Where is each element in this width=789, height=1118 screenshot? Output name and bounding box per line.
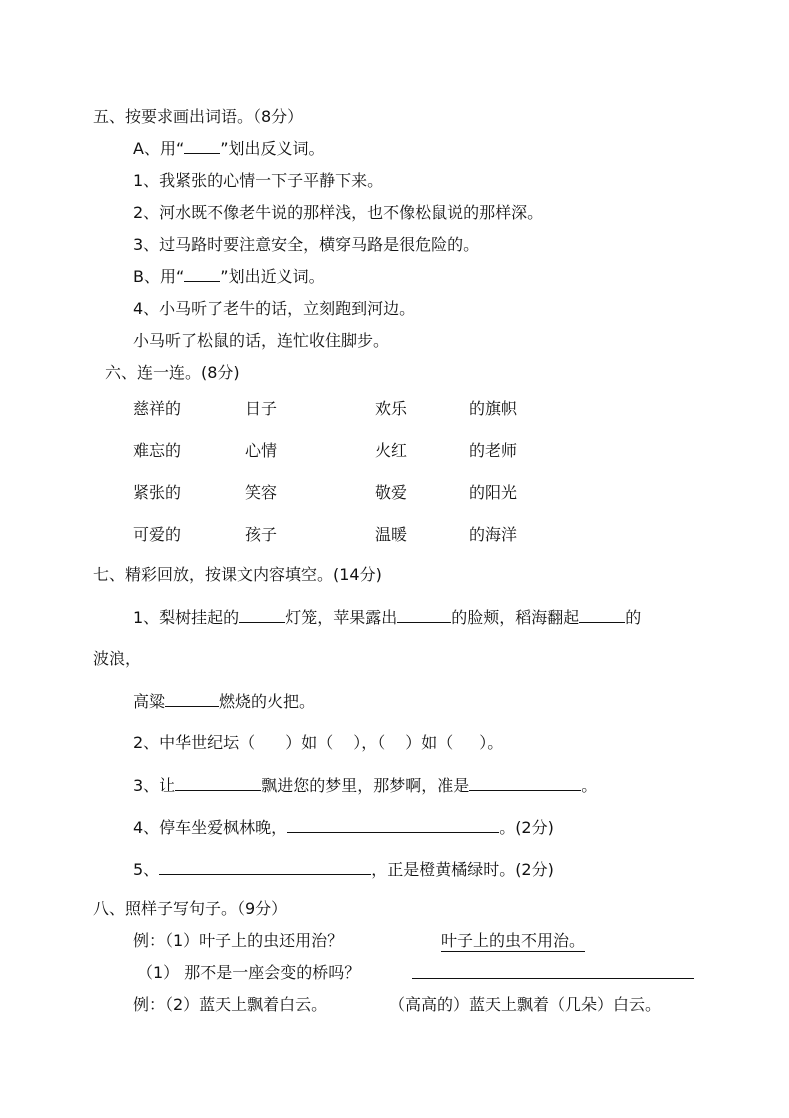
example-1: 例：（1）叶子上的虫还用治？ bbox=[133, 931, 344, 950]
q3-text-c: 。 bbox=[581, 776, 598, 795]
match-cell: 难忘的 bbox=[133, 441, 182, 460]
q2-text-e: ）。 bbox=[479, 733, 504, 752]
q2-text-d: ）如（ bbox=[405, 733, 454, 752]
instruction-a-suffix: ”划出反义词。 bbox=[220, 139, 325, 158]
match-cell: 心情 bbox=[245, 441, 278, 460]
q1-blank-4[interactable] bbox=[165, 690, 219, 707]
section-8-title: 八、照样子写句子。（9分） bbox=[93, 899, 288, 918]
match-cell: 火红 bbox=[375, 441, 408, 460]
q4-blank[interactable] bbox=[287, 816, 499, 833]
q3-text-b: 飘进您的梦里，那梦啊，准是 bbox=[261, 776, 470, 795]
rewrite-answer-blank-1[interactable] bbox=[412, 962, 694, 985]
match-cell: 的海洋 bbox=[469, 525, 518, 544]
section-5-title: 五、按要求画出词语。（8分） bbox=[93, 107, 304, 126]
example-2-answer: （高高的）蓝天上飘着（几朵）白云。 bbox=[389, 995, 662, 1014]
example-1-answer-text: 叶子上的虫不用治。 bbox=[441, 931, 586, 950]
section-5-instruction-b bbox=[133, 266, 325, 288]
instruction-b-suffix: ”划出近义词。 bbox=[220, 267, 325, 286]
instruction-b-prefix: B、用“ bbox=[133, 267, 185, 286]
match-cell: 敬爱 bbox=[375, 483, 408, 502]
q1-blank-1[interactable] bbox=[239, 606, 285, 623]
q4-text-b: 。(2分) bbox=[499, 818, 554, 837]
answer-line[interactable] bbox=[412, 962, 694, 979]
rewrite-question-1: （1） 那不是一座会变的桥吗？ bbox=[137, 963, 361, 982]
example-2: 例：（2）蓝天上飘着白云。 bbox=[133, 995, 328, 1014]
fill-question-4 bbox=[133, 816, 554, 839]
q4-text-a: 4、停车坐爱枫林晚， bbox=[133, 818, 288, 837]
q5-text-a: 5、 bbox=[133, 860, 160, 879]
section-5-sentence-4: 4、小马听了老牛的话，立刻跑到河边。 bbox=[133, 299, 416, 318]
fill-question-2 bbox=[133, 732, 503, 754]
q1-text-b: 灯笼，苹果露出 bbox=[285, 608, 398, 627]
q1-blank-3[interactable] bbox=[579, 606, 625, 623]
match-cell: 笑容 bbox=[245, 483, 278, 502]
q5-blank[interactable] bbox=[159, 858, 371, 875]
section-6-title: 六、连一连。(8分) bbox=[105, 363, 240, 382]
section-5-instruction-a bbox=[133, 138, 325, 160]
section-5-sentence-2: 2、河水既不像老牛说的那样浅，也不像松鼠说的那样深。 bbox=[133, 203, 544, 222]
section-5-sentence-1: 1、我紧张的心情一下子平静下来。 bbox=[133, 171, 384, 190]
fill-question-5 bbox=[133, 858, 554, 881]
q1-text-g: 燃烧的火把。 bbox=[219, 692, 316, 711]
synonym-underline-sample bbox=[184, 267, 220, 282]
instruction-a-prefix: A、用“ bbox=[133, 139, 185, 158]
q2-text-b: ）如（ bbox=[285, 733, 334, 752]
match-cell: 日子 bbox=[245, 399, 278, 418]
fill-question-1-cont: 波浪， bbox=[93, 649, 142, 668]
match-cell: 的旗帜 bbox=[469, 399, 518, 418]
q1-text-a: 1、梨树挂起的 bbox=[133, 608, 240, 627]
match-cell: 慈祥的 bbox=[133, 399, 182, 418]
q3-blank-2[interactable] bbox=[469, 774, 581, 791]
match-cell: 可爱的 bbox=[133, 525, 182, 544]
section-7-title: 七、精彩回放，按课文内容填空。(14分) bbox=[93, 565, 382, 584]
q1-blank-2[interactable] bbox=[397, 606, 451, 623]
q3-blank-1[interactable] bbox=[175, 774, 261, 791]
q3-text-a: 3、让 bbox=[133, 776, 176, 795]
section-5-sentence-5: 小马听了松鼠的话，连忙收住脚步。 bbox=[133, 331, 390, 350]
example-1-answer bbox=[441, 930, 585, 952]
section-5-sentence-3: 3、过马路时要注意安全，横穿马路是很危险的。 bbox=[133, 235, 480, 254]
q2-text-a: 2、中华世纪坛（ bbox=[133, 733, 256, 752]
match-cell: 温暖 bbox=[375, 525, 408, 544]
match-cell: 的阳光 bbox=[469, 483, 518, 502]
fill-question-1 bbox=[133, 606, 641, 629]
q2-text-c: ），（ bbox=[353, 733, 386, 752]
antonym-underline-sample bbox=[184, 139, 220, 154]
fill-question-1-line-3 bbox=[133, 690, 315, 713]
match-cell: 欢乐 bbox=[375, 399, 408, 418]
q5-text-b: ，正是橙黄橘绿时。(2分) bbox=[371, 860, 554, 879]
q1-text-d: 的 bbox=[625, 608, 642, 627]
q1-text-f: 高粱 bbox=[133, 692, 166, 711]
q1-text-c: 的脸颊，稻海翻起 bbox=[451, 608, 580, 627]
fill-question-3 bbox=[133, 774, 597, 797]
match-cell: 孩子 bbox=[245, 525, 278, 544]
match-cell: 的老师 bbox=[469, 441, 518, 460]
match-cell: 紧张的 bbox=[133, 483, 182, 502]
